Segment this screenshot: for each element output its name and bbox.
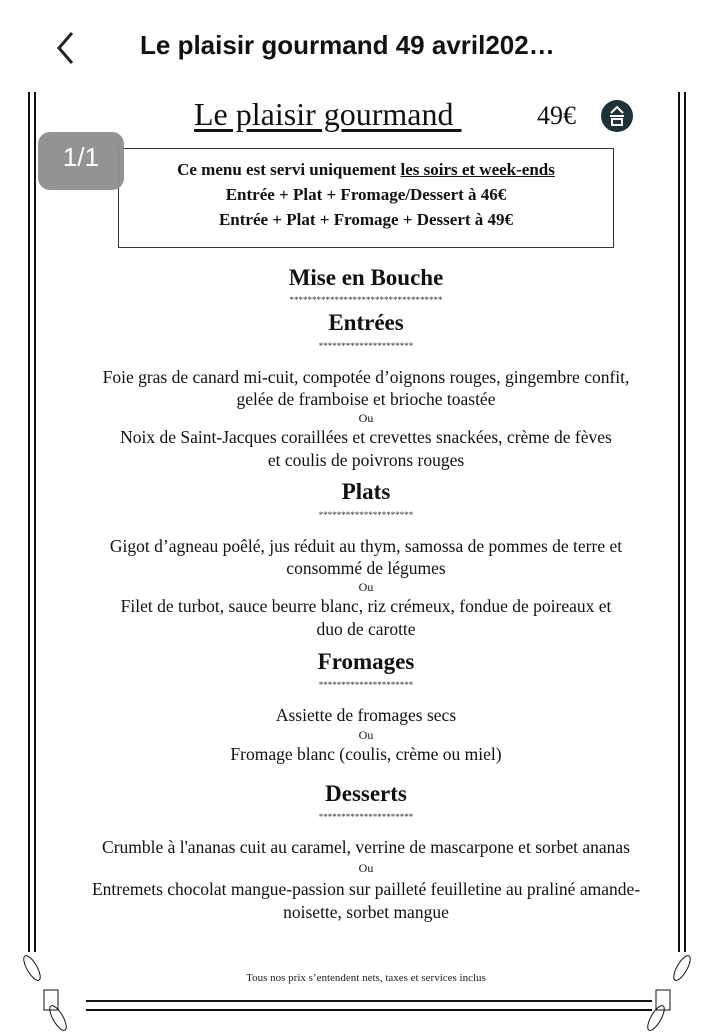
footer-note: Tous nos prix s’entendent nets, taxes et services inclus xyxy=(246,972,486,984)
page-indicator: 1/1 xyxy=(38,132,124,190)
or-label: Ou xyxy=(358,861,374,875)
menu-title: Le plaisir gourmand xyxy=(194,96,462,132)
divider: ********************* xyxy=(318,680,414,690)
dish-line: gelée de framboise et brioche toastée xyxy=(236,389,496,409)
dish-line: Entremets chocolat mangue-passion sur pailleté feuilletine au praliné amande- xyxy=(91,879,641,899)
dish-line: Foie gras de canard mi-cuit, compotée d’oignons rouges, gingembre confit, xyxy=(102,367,630,387)
dish-line: et coulis de poivrons rouges xyxy=(267,450,465,470)
app-title: Le plaisir gourmand 49 avril202… xyxy=(140,30,555,60)
or-label: Ou xyxy=(358,580,374,594)
divider: ********************* xyxy=(318,812,414,822)
dish-line: duo de carotte xyxy=(316,619,416,639)
section-heading: Desserts xyxy=(325,781,407,806)
or-label: Ou xyxy=(358,411,374,425)
divider: ********************************** xyxy=(289,295,443,305)
dish-line: noisette, sorbet mangue xyxy=(283,902,449,922)
divider: ********************* xyxy=(318,341,414,351)
section-heading: Plats xyxy=(341,479,391,504)
section-heading: Mise en Bouche xyxy=(288,265,444,290)
info-line-2: Entrée + Plat + Fromage/Dessert à 46€ xyxy=(225,185,507,204)
dish-line: Noix de Saint-Jacques coraillées et crevettes snackées, crème de fèves xyxy=(120,427,612,447)
dish-line: Assiette de fromages secs xyxy=(275,705,457,725)
menu-price: 49€ xyxy=(537,101,576,130)
dish-line: consommé de légumes xyxy=(286,558,446,578)
info-availability: les soirs et week-ends xyxy=(400,160,555,179)
info-line-1: Ce menu est servi uniquement xyxy=(177,160,401,179)
dish-line: Fromage blanc (coulis, crème ou miel) xyxy=(230,744,502,764)
dish-line: Filet de turbot, sauce beurre blanc, riz crémeux, fondue de poireaux et xyxy=(120,596,612,616)
section-heading: Entrées xyxy=(328,310,404,335)
or-label: Ou xyxy=(358,728,374,742)
dish-line: Gigot d’agneau poêlé, jus réduit au thym, samossa de pommes de terre et xyxy=(109,536,623,556)
dish-line: Crumble à l'ananas cuit au caramel, verrine de mascarpone et sorbet ananas xyxy=(102,837,630,857)
info-line-3: Entrée + Plat + Fromage + Dessert à 49€ xyxy=(218,210,514,229)
divider: ********************* xyxy=(318,510,414,520)
border-left xyxy=(28,92,36,952)
section-heading: Fromages xyxy=(317,649,415,674)
menu-content xyxy=(50,0,682,1024)
